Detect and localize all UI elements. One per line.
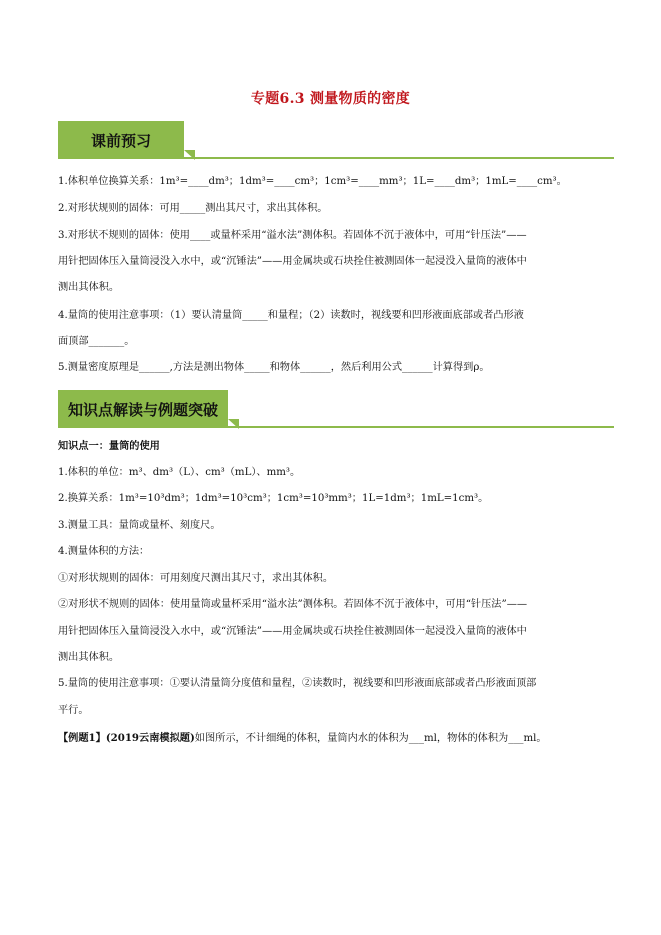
banner-notch-preview: [184, 150, 195, 160]
preview-line-4: 用针把固体压入量筒浸没入水中，或“沉锤法”——用金属块或石块拴住被测固体一起浸没入量筒的液体中: [58, 256, 527, 267]
preview-line-8: 5.测量密度原理是______,方法是测出物体_____和物体______，然后利用公式______计算得到ρ。: [58, 362, 490, 373]
section-heading-preview: 课前预习: [90, 131, 151, 150]
preview-line-7: 面顶部_______。: [58, 336, 135, 347]
preview-line-2: 2.对形状规则的固体：可用_____测出其尺寸，求出其体积。: [58, 203, 328, 214]
document-title: 专题6.3 测量物质的密度: [250, 91, 411, 107]
section-heading-knowledge: 知识点解读与例题突破: [67, 400, 218, 419]
knowledge-line-2: 2.换算关系：1m³=10³dm³；1dm³=10³cm³；1cm³=10³mm³；1L=1dm³；1mL=1cm³。: [58, 493, 489, 504]
section-banner-preview: [58, 121, 184, 159]
example-source: (2019云南模拟题): [105, 732, 195, 744]
knowledge-line-3: 3.测量工具：量筒或量杯、刻度尺。: [58, 520, 221, 531]
preview-line-5: 测出其体积。: [58, 282, 120, 293]
knowledge-line-7: 用针把固体压入量筒浸没入水中，或“沉锤法”——用金属块或石块拴住被测固体一起浸没入量筒的液体中: [58, 626, 527, 637]
example-text: 如图所示，不计细绳的体积，量筒内水的体积为___ml，物体的体积为___ml。: [194, 733, 547, 744]
banner-notch-knowledge: [228, 419, 239, 429]
knowledge-line-9: 5.量筒的使用注意事项：①要认清量筒分度值和量程，②读数时，视线要和凹形液面底部或者凸形液面顶部: [58, 678, 537, 689]
banner-tail-preview: [184, 157, 614, 159]
knowledge-subheading: 知识点一：量筒的使用: [58, 440, 160, 452]
knowledge-line-4: 4.测量体积的方法：: [58, 546, 150, 557]
knowledge-line-6: ②对形状不规则的固体：使用量筒或量杯采用“溢水法”测体积。若固体不沉于液体中，可用“针压法”——: [58, 599, 528, 610]
section-banner-knowledge: [58, 390, 228, 428]
preview-line-6: 4.量筒的使用注意事项：（1）要认清量筒_____和量程；（2）读数时，视线要和凹形液面底部或者凸形液: [58, 310, 524, 321]
example-label: 【例题1】: [58, 732, 106, 744]
knowledge-line-1: 1.体积的单位：m³、dm³（L）、cm³（mL）、mm³。: [58, 467, 301, 478]
knowledge-line-8: 测出其体积。: [58, 652, 120, 663]
banner-tail-knowledge: [228, 426, 614, 428]
knowledge-line-10: 平行。: [58, 705, 89, 716]
preview-line-3: 3.对形状不规则的固体：使用____或量杯采用“溢水法”测体积。若固体不沉于液体中，可用“针压法”——: [58, 230, 527, 241]
example-1: [58, 731, 614, 746]
preview-line-1: 1.体积单位换算关系：1m³=____dm³；1dm³=____cm³；1cm³=____mm³；1L=____dm³；1mL=____cm³。: [58, 176, 567, 187]
knowledge-line-5: ①对形状规则的固体：可用刻度尺测出其尺寸，求出其体积。: [58, 573, 334, 584]
